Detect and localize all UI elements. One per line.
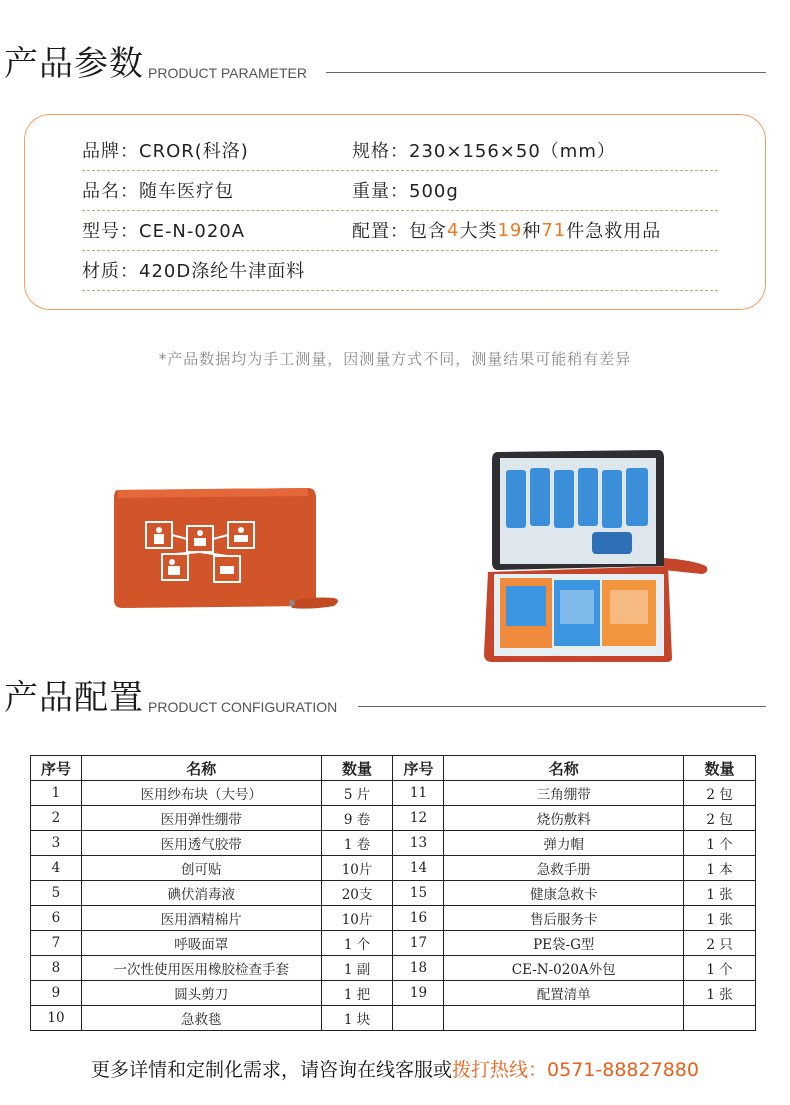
closed-bag-image — [110, 478, 342, 614]
cell-name: 创可贴 — [81, 856, 321, 881]
cell-quantity: 1 张 — [684, 981, 756, 1006]
header-name: 名称 — [444, 756, 684, 781]
cell-index: 15 — [393, 881, 444, 906]
cell-index: 18 — [393, 956, 444, 981]
cell-name: 圆头剪刀 — [81, 981, 321, 1006]
cell-name: 弹力帽 — [444, 831, 684, 856]
cell-quantity: 2 包 — [684, 806, 756, 831]
cell-quantity: 1 把 — [321, 981, 393, 1006]
section-title-zh: 产品参数 — [4, 44, 144, 84]
cell-index: 3 — [31, 831, 82, 856]
cell-quantity: 10片 — [321, 856, 393, 881]
cell-name: 医用透气胶带 — [81, 831, 321, 856]
table-row — [31, 931, 756, 956]
cell-name: 三角绷带 — [444, 781, 684, 806]
cell-name: 急救毯 — [81, 1006, 321, 1031]
cell-quantity: 9 卷 — [321, 806, 393, 831]
cell-index: 11 — [393, 781, 444, 806]
cell-quantity: 10片 — [321, 906, 393, 931]
cell-quantity: 1 张 — [684, 906, 756, 931]
footer-text: 更多详情和定制化需求，请咨询在线客服或 — [91, 1059, 453, 1081]
cell-name: 一次性使用医用橡胶检查手套 — [81, 956, 321, 981]
section-title-zh: 产品配置 — [4, 678, 144, 718]
table-header-row — [31, 756, 756, 781]
cell-name: PE袋-G型 — [444, 931, 684, 956]
cell-index: 14 — [393, 856, 444, 881]
cell-index: 13 — [393, 831, 444, 856]
config-count-categories: 4 — [447, 219, 460, 241]
cell-index: 9 — [31, 981, 82, 1006]
config-prefix: 配置：包含 — [352, 221, 447, 242]
param-brand: 品牌：CROR(科洛) — [82, 141, 249, 162]
cell-name: 医用酒精棉片 — [81, 906, 321, 931]
cell-name: 售后服务卡 — [444, 906, 684, 931]
cell-quantity: 1 个 — [321, 931, 393, 956]
cell-index: 19 — [393, 981, 444, 1006]
cell-name: 急救手册 — [444, 856, 684, 881]
cell-name: 烧伤敷料 — [444, 806, 684, 831]
cell-index: 8 — [31, 956, 82, 981]
section-divider — [358, 706, 766, 707]
cell-quantity: 2 只 — [684, 931, 756, 956]
cell-index: 10 — [31, 1006, 82, 1031]
param-config — [352, 211, 661, 249]
header-quantity: 数量 — [321, 756, 393, 781]
table-row — [31, 881, 756, 906]
param-size: 规格：230×156×50（mm） — [352, 141, 616, 162]
cell-name: 医用弹性绷带 — [81, 806, 321, 831]
cell-quantity: 1 副 — [321, 956, 393, 981]
cell-index: 12 — [393, 806, 444, 831]
header-index: 序号 — [393, 756, 444, 781]
table-row — [31, 856, 756, 881]
measurement-note: *产品数据均为手工测量，因测量方式不同，测量结果可能稍有差异 — [158, 350, 632, 368]
cell-quantity: 1 个 — [684, 956, 756, 981]
config-count-kinds: 19 — [497, 219, 523, 241]
cell-name: 碘伏消毒液 — [81, 881, 321, 906]
cell-quantity: 5 片 — [321, 781, 393, 806]
table-row — [31, 831, 756, 856]
section-title-parameter — [4, 36, 307, 85]
table-row — [31, 1006, 756, 1031]
cell-name: 医用纱布块（大号） — [81, 781, 321, 806]
section-title-en: PRODUCT PARAMETER — [148, 65, 307, 81]
cell-quantity: 1 个 — [684, 831, 756, 856]
cell-quantity: 1 块 — [321, 1006, 393, 1031]
cell-index: 4 — [31, 856, 82, 881]
cell-index: 2 — [31, 806, 82, 831]
config-text: 件急救用品 — [566, 221, 662, 242]
cell-quantity: 1 卷 — [321, 831, 393, 856]
cell-quantity: 1 本 — [684, 856, 756, 881]
table-row — [31, 781, 756, 806]
config-text: 大类 — [459, 221, 498, 242]
table-row — [31, 806, 756, 831]
row-divider — [82, 290, 718, 291]
param-material: 材质：420D涤纶牛津面料 — [82, 261, 306, 282]
cell-name: 配置清单 — [444, 981, 684, 1006]
param-weight: 重量：500g — [352, 181, 459, 202]
param-model: 型号：CE-N-020A — [82, 221, 246, 242]
cell-name: 呼吸面罩 — [81, 931, 321, 956]
section-title-configuration — [4, 670, 337, 719]
table-row — [31, 981, 756, 1006]
table-row — [31, 906, 756, 931]
open-bag-image — [482, 448, 712, 664]
hotline-link[interactable]: 拨打热线：0571-88827880 — [452, 1059, 699, 1081]
cell-index: 17 — [393, 931, 444, 956]
section-divider — [326, 72, 766, 73]
cell-index: 7 — [31, 931, 82, 956]
config-count-items: 71 — [541, 219, 567, 241]
cell-index: 6 — [31, 906, 82, 931]
cell-index — [393, 1006, 444, 1031]
header-quantity: 数量 — [684, 756, 756, 781]
cell-name: 健康急救卡 — [444, 881, 684, 906]
header-index: 序号 — [31, 756, 82, 781]
config-text: 种 — [522, 221, 542, 242]
cell-name — [444, 1006, 684, 1031]
cell-name: CE-N-020A外包 — [444, 956, 684, 981]
cell-index: 16 — [393, 906, 444, 931]
header-name: 名称 — [81, 756, 321, 781]
footer-contact — [0, 1055, 790, 1082]
cell-quantity: 2 包 — [684, 781, 756, 806]
section-title-en: PRODUCT CONFIGURATION — [148, 699, 338, 715]
configuration-table — [30, 755, 756, 1031]
cell-index: 5 — [31, 881, 82, 906]
cell-quantity: 20支 — [321, 881, 393, 906]
param-name: 品名：随车医疗包 — [82, 181, 234, 202]
table-row — [31, 956, 756, 981]
cell-index: 1 — [31, 781, 82, 806]
cell-quantity: 1 张 — [684, 881, 756, 906]
cell-quantity — [684, 1006, 756, 1031]
